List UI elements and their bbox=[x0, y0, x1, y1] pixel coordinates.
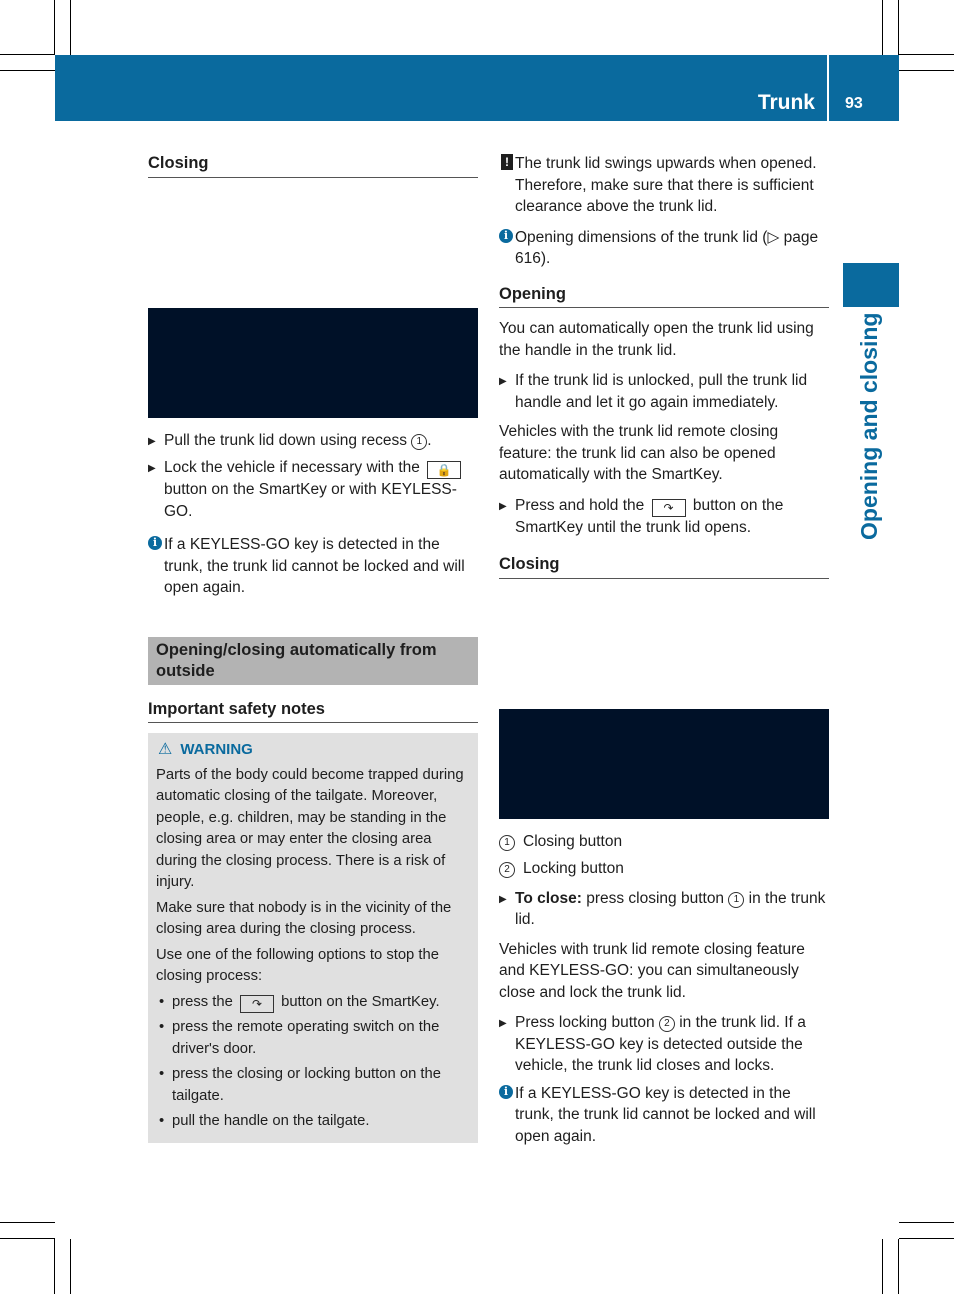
step-open-handle: ▶ If the trunk lid is unlocked, pull the trunk lid handle and let it go again immediately. bbox=[499, 370, 829, 413]
legend-item: 2 Locking button bbox=[499, 858, 829, 880]
info-note: i Opening dimensions of the trunk lid (▷ page 616). bbox=[499, 227, 829, 270]
warning-bullet: • pull the handle on the tailgate. bbox=[156, 1111, 470, 1133]
crop-mark bbox=[899, 1222, 954, 1223]
info-icon: i bbox=[499, 1085, 513, 1099]
illustration-top bbox=[499, 589, 829, 709]
warning-paragraph: Parts of the body could become trapped during automatic closing of the tailgate. Moreover, people, e.g. children, may be standing in the closing area or may enter the closing area during the closing process. There is a risk of injury. bbox=[156, 766, 464, 890]
chapter-tab bbox=[843, 263, 899, 307]
safety-heading: Important safety notes bbox=[148, 699, 478, 724]
crop-mark bbox=[54, 0, 55, 55]
right-column bbox=[499, 153, 829, 1156]
warning-heading: ⚠ WARNING bbox=[156, 739, 470, 761]
info-icon: i bbox=[499, 229, 513, 243]
trunk-icon: ↷ bbox=[652, 499, 686, 517]
crop-mark bbox=[882, 1239, 883, 1294]
simultaneous-text: Vehicles with trunk lid remote closing feature and KEYLESS-GO: you can simultaneously close and lock the trunk lid. bbox=[499, 940, 805, 1001]
crop-mark bbox=[0, 1238, 55, 1239]
page-number: 93 bbox=[845, 95, 863, 112]
callout-number: 2 bbox=[499, 862, 515, 878]
info-note: i If a KEYLESS-GO key is detected in the trunk, the trunk lid cannot be locked and will open again. bbox=[148, 534, 478, 599]
legend-item: 1 Closing button bbox=[499, 831, 829, 853]
header-divider bbox=[827, 55, 829, 121]
step-lock-button: ▶ Press locking button 2 in the trunk lid. If a KEYLESS-GO key is detected outside the vehicle, the trunk lid closes and locks. bbox=[499, 1012, 829, 1077]
trunk-icon: ↷ bbox=[240, 995, 274, 1013]
closing-heading: Closing bbox=[148, 153, 478, 178]
crop-mark bbox=[70, 0, 71, 55]
warning-box bbox=[148, 733, 478, 1143]
section-title-auto: Opening/closing automatically from outside bbox=[148, 637, 478, 685]
opening-heading: Opening bbox=[499, 284, 829, 309]
illustration-photo bbox=[148, 308, 478, 418]
step-pull-lid: ▶ Pull the trunk lid down using recess 1 . bbox=[148, 430, 478, 452]
warning-triangle-icon: ⚠ bbox=[158, 741, 173, 758]
lock-icon: 🔒 bbox=[427, 461, 461, 479]
crop-mark bbox=[0, 54, 55, 55]
caution-note: ! The trunk lid swings upwards when opened. Therefore, make sure that there is sufficient clearance above the trunk lid. bbox=[499, 153, 829, 218]
warning-bullet: • press the remote operating switch on the driver's door. bbox=[156, 1017, 470, 1060]
crop-mark bbox=[898, 1239, 899, 1294]
info-icon: i bbox=[148, 536, 162, 550]
info-note: i If a KEYLESS-GO key is detected in the trunk, the trunk lid cannot be locked and will open again. bbox=[499, 1083, 829, 1148]
callout-number: 1 bbox=[499, 835, 515, 851]
warning-bullet: • press the closing or locking button on the tailgate. bbox=[156, 1064, 470, 1107]
warning-bullet: • press the ↷ button on the SmartKey. bbox=[156, 992, 470, 1014]
crop-mark bbox=[899, 70, 954, 71]
step-to-close: ▶ To close: press closing button 1 in the trunk lid. bbox=[499, 888, 829, 931]
trunk-buttons-illustration bbox=[499, 589, 829, 819]
trunk-closing-illustration bbox=[148, 188, 478, 418]
crop-mark bbox=[0, 70, 55, 71]
chapter-label: Opening and closing bbox=[856, 312, 882, 540]
crop-mark bbox=[882, 0, 883, 55]
page-header bbox=[55, 55, 899, 121]
warning-paragraph: Use one of the following options to stop the closing process: bbox=[156, 946, 439, 984]
crop-mark bbox=[898, 0, 899, 55]
illustration-top bbox=[148, 188, 478, 308]
left-column bbox=[148, 153, 478, 1143]
callout-number: 2 bbox=[659, 1016, 675, 1032]
step-lock-vehicle: ▶ Lock the vehicle if necessary with the 🔒 button on the SmartKey or with KEYLESS-GO. bbox=[148, 457, 478, 522]
warning-paragraph: Make sure that nobody is in the vicinity of the closing area during the closing process. bbox=[156, 899, 452, 937]
crop-mark bbox=[0, 1222, 55, 1223]
exclamation-icon: ! bbox=[501, 154, 513, 170]
opening-text: You can automatically open the trunk lid using the handle in the trunk lid. bbox=[499, 320, 814, 359]
crop-mark bbox=[54, 1239, 55, 1294]
illustration-photo bbox=[499, 709, 829, 819]
step-press-hold: ▶ Press and hold the ↷ button on the SmartKey until the trunk lid opens. bbox=[499, 495, 829, 539]
crop-mark bbox=[899, 54, 954, 55]
crop-mark bbox=[70, 1239, 71, 1294]
remote-text: Vehicles with the trunk lid remote closing feature: the trunk lid can also be opened automatically with the SmartKey. bbox=[499, 423, 779, 483]
callout-number: 1 bbox=[728, 892, 744, 908]
section-title: Trunk bbox=[757, 91, 815, 114]
crop-mark bbox=[899, 1238, 954, 1239]
callout-number: 1 bbox=[411, 434, 427, 450]
closing-heading-right: Closing bbox=[499, 554, 829, 579]
